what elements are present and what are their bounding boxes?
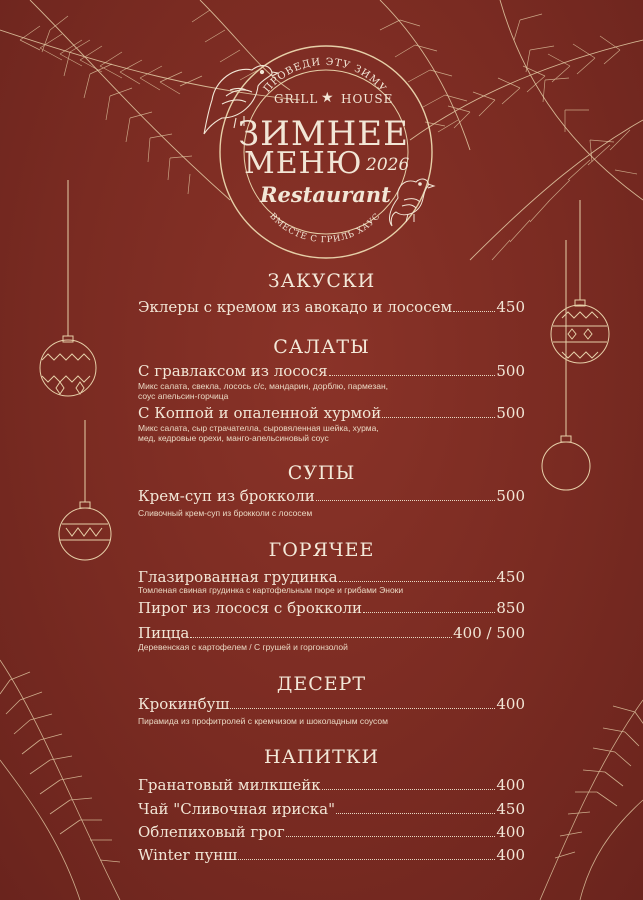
- item-description: Пирамида из профитролей с кремчизом и шоколадным соусом: [138, 716, 388, 726]
- item-name: Облепиховый грог: [138, 823, 285, 841]
- restaurant-label: Restaurant: [260, 182, 391, 207]
- item-description: мед, кедровые орехи, манго-апельсиновый соус: [138, 433, 329, 443]
- menu-item: [138, 846, 525, 864]
- item-price: 450: [496, 800, 525, 818]
- item-name: Глазированная грудинка: [138, 568, 338, 586]
- item-name: Гранатовый милкшейк: [138, 776, 321, 794]
- title-line-1: ЗИМНЕЕ: [238, 114, 409, 154]
- item-description: Микс салата, свекла, лосось с/с, мандарин, дорблю, пармезан,: [138, 381, 389, 391]
- item-name: Чай "Сливочная ириска": [138, 800, 335, 818]
- item-price: 400: [496, 695, 525, 713]
- menu-item: [138, 823, 525, 841]
- menu-item: [138, 298, 525, 316]
- section-title-goryachee: ГОРЯЧЕЕ: [268, 539, 375, 561]
- item-description: Микс салата, сыр страчателла, сыровяленная шейка, хурма,: [138, 423, 379, 433]
- item-name: Winter пунш: [138, 846, 238, 864]
- menu-item: [138, 624, 525, 642]
- item-price: 500: [496, 404, 525, 422]
- item-name: Крокинбуш: [138, 695, 230, 713]
- section-title-zakuski: ЗАКУСКИ: [267, 270, 376, 292]
- menu-item: [138, 487, 525, 505]
- menu-item: [138, 599, 525, 617]
- item-price: 500: [496, 362, 525, 380]
- menu-item: [138, 568, 525, 586]
- item-name: С гравлаксом из лосося: [138, 362, 328, 380]
- section-title-desert: ДЕСЕРТ: [276, 673, 367, 695]
- star-icon: ★: [321, 90, 334, 106]
- item-name: Эклеры с кремом из авокадо и лососем: [138, 298, 453, 316]
- item-price: 400: [496, 823, 525, 841]
- item-name: Крем-суп из брокколи: [138, 487, 315, 505]
- item-price: 400 / 500: [453, 624, 525, 642]
- menu-item: [138, 404, 525, 422]
- section-title-supy: СУПЫ: [287, 462, 356, 484]
- item-description: соус апельсин-горчица: [138, 391, 229, 401]
- item-price: 400: [496, 846, 525, 864]
- section-title-napitki: НАПИТКИ: [263, 746, 380, 768]
- item-price: 450: [496, 298, 525, 316]
- item-price: 500: [496, 487, 525, 505]
- title-year: 2026: [366, 155, 410, 175]
- menu-item: [138, 362, 525, 380]
- section-title-salaty: САЛАТЫ: [273, 336, 370, 358]
- item-price: 450: [496, 568, 525, 586]
- item-price: 850: [496, 599, 525, 617]
- item-description: Деревенская с картофелем / С грушей и горгонзолой: [138, 642, 348, 652]
- menu-item: [138, 776, 525, 794]
- arc-top-text: ПРОВЕДИ ЭТУ ЗИМУ: [261, 56, 389, 95]
- item-price: 400: [496, 776, 525, 794]
- brand-grill: GRILL: [274, 92, 319, 106]
- item-description: Томленая свиная грудинка с картофельным пюре и грибами Эноки: [138, 585, 404, 595]
- item-description: Сливочный крем-суп из брокколи с лососем: [138, 508, 313, 518]
- arc-bottom-text: ВМЕСТЕ С ГРИЛЬ ХАУС: [267, 211, 383, 246]
- title-line-2: МЕНЮ: [244, 146, 363, 181]
- emblem: [0, 0, 643, 260]
- menu-item: [138, 800, 525, 818]
- menu-item: [138, 695, 525, 713]
- item-name: Пицца: [138, 624, 190, 642]
- item-name: Пирог из лосося с брокколи: [138, 599, 363, 617]
- item-name: С Коппой и опаленной хурмой: [138, 404, 382, 422]
- brand-house: HOUSE: [341, 92, 394, 106]
